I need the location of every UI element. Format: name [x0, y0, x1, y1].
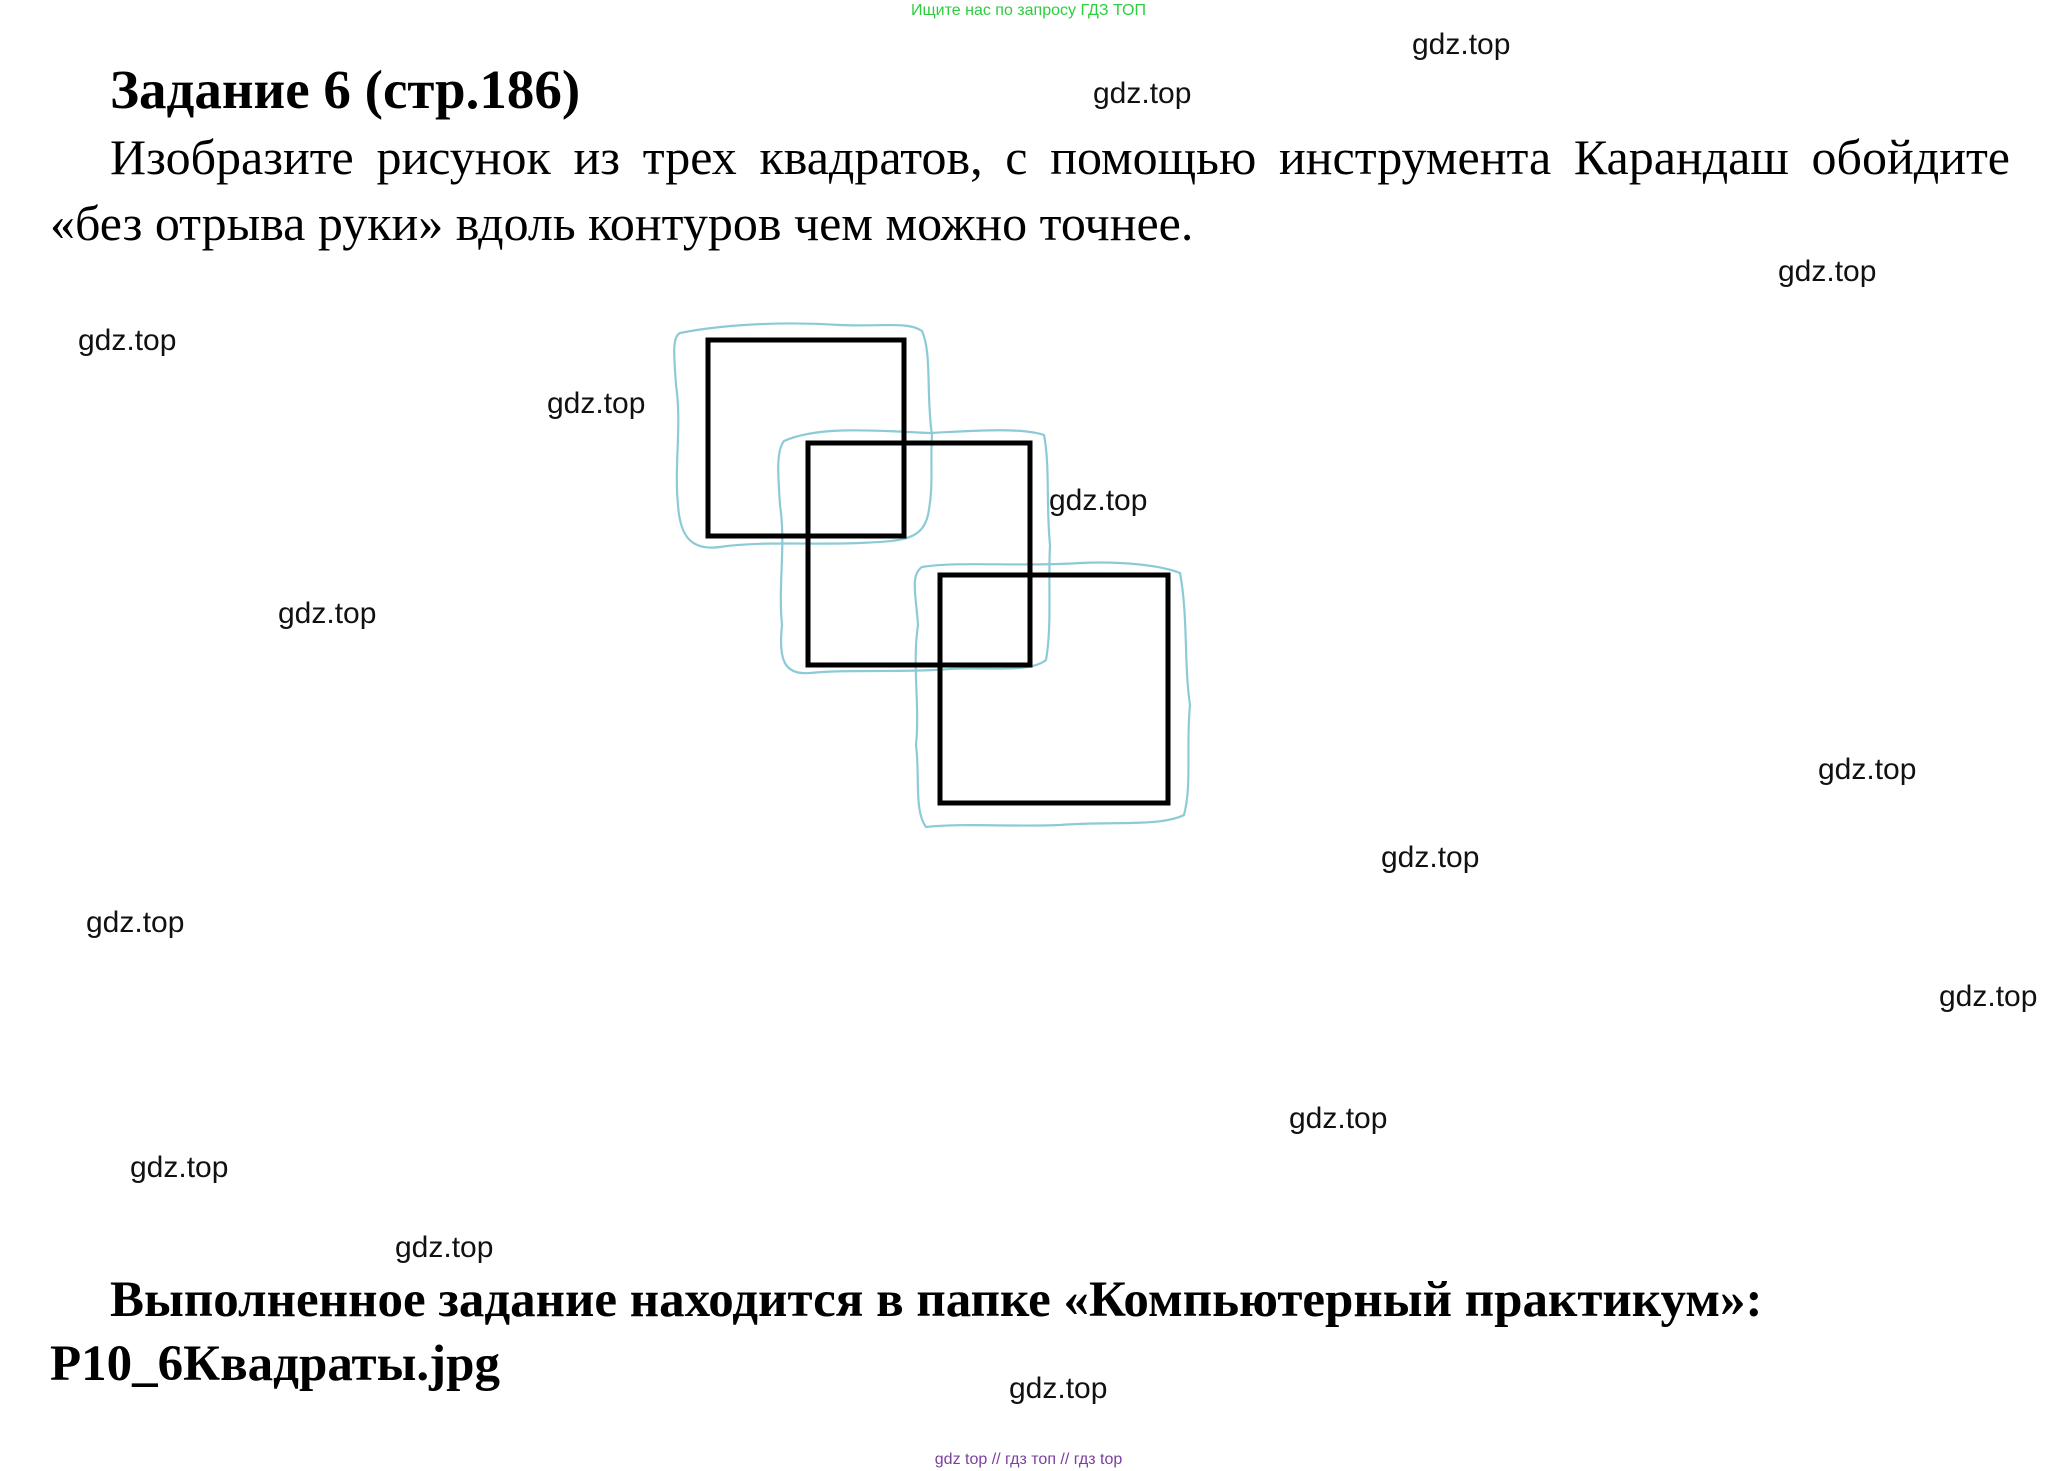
footer-links[interactable] — [0, 1451, 2057, 1469]
watermark: gdz.top — [1289, 1102, 1388, 1135]
watermark: gdz.top — [78, 324, 177, 357]
watermark: gdz.top — [130, 1151, 229, 1184]
square-2 — [808, 443, 1030, 665]
three-squares-drawing — [660, 305, 1220, 845]
watermark: gdz.top — [278, 597, 377, 630]
square-3 — [940, 575, 1168, 803]
watermark: gdz.top — [1009, 1372, 1108, 1405]
result-filename: P10_6Квадраты.jpg — [50, 1336, 500, 1392]
watermark: gdz.top — [1939, 980, 2038, 1013]
pencil-outline-2 — [778, 430, 1050, 673]
task-title: Задание 6 (стр.186) — [110, 59, 581, 120]
search-banner[interactable] — [0, 2, 2057, 20]
result-text: Выполненное задание находится в папке «Компьютерный практикум»: — [110, 1272, 1763, 1328]
watermark: gdz.top — [395, 1231, 494, 1264]
banner-text[interactable]: Ищите нас по запросу ГДЗ ТОП — [911, 2, 1146, 19]
watermark: gdz.top — [1381, 841, 1480, 874]
watermark: gdz.top — [1778, 255, 1877, 288]
task-text: Изобразите рисунок из трех квадратов, с помощью инструмента Карандаш обойдите «без отрыва руки» вдоль контуров чем можно точнее. — [50, 129, 2010, 251]
watermark: gdz.top — [1093, 77, 1192, 110]
watermark: gdz.top — [1818, 753, 1917, 786]
watermark: gdz.top — [86, 906, 185, 939]
watermark: gdz.top — [547, 387, 646, 420]
pencil-outline-3 — [915, 562, 1190, 827]
watermark: gdz.top — [1049, 484, 1148, 517]
footer-text[interactable]: gdz top // гдз топ // гдз top — [934, 1451, 1123, 1468]
watermark: gdz.top — [1412, 28, 1511, 61]
